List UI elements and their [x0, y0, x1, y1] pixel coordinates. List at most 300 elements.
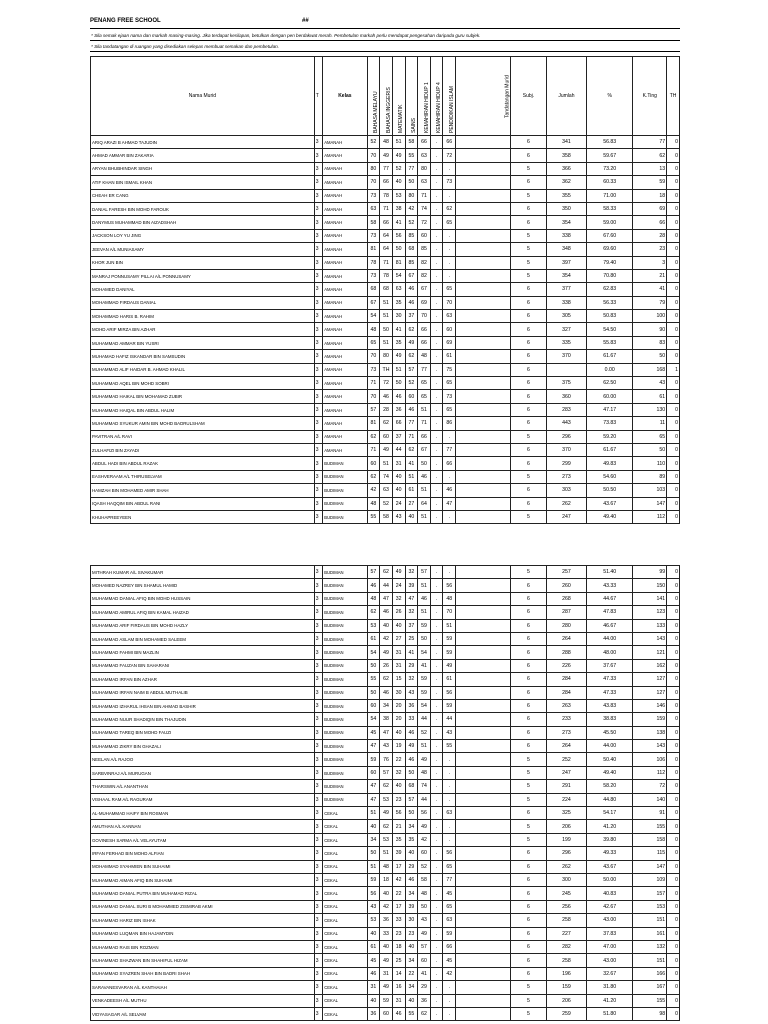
score-pendidikan-islam: 75 [443, 363, 456, 376]
student-name: PAVITRAN A/L RAVI [91, 430, 315, 443]
kelas: AMANAH [323, 269, 367, 282]
absent-count: 0 [667, 981, 680, 994]
score-pendidikan-islam: . [443, 994, 456, 1007]
percentage: 39.80 [586, 833, 632, 846]
subject-count: 5 [511, 269, 547, 282]
table-row [91, 873, 680, 886]
signature-cell [456, 940, 511, 953]
score-matematik: 41 [392, 323, 405, 336]
signature-cell [456, 296, 511, 309]
subject-count: 6 [511, 149, 547, 162]
score-bahasa-melayu: 57 [367, 403, 380, 416]
score-bahasa-inggeris: 68 [380, 283, 393, 296]
table-row [91, 417, 680, 430]
student-name: MUHAMMAD SYAZREN SHAH BIN BADRI SHAH [91, 967, 315, 980]
class-rank: 43 [633, 377, 667, 390]
score-kemahiran-hidup-1: 54 [418, 646, 431, 659]
percentage: 70.80 [586, 269, 632, 282]
score-kemahiran-hidup-1: 50 [418, 632, 431, 645]
student-name: MUHAMMAD IRFAN BIN AZHAR [91, 673, 315, 686]
score-bahasa-melayu: 45 [367, 954, 380, 967]
signature-cell [456, 162, 511, 175]
total-marks: 159 [546, 981, 586, 994]
score-pendidikan-islam: 63 [443, 807, 456, 820]
score-bahasa-inggeris: 72 [380, 377, 393, 390]
total-marks: 282 [546, 940, 586, 953]
score-matematik: 36 [392, 403, 405, 416]
header-jumlah: Jumlah [546, 57, 586, 136]
table-row [91, 1007, 680, 1020]
score-pendidikan-islam: 66 [443, 457, 456, 470]
class-rank: 115 [633, 847, 667, 860]
score-pendidikan-islam: 77 [443, 873, 456, 886]
percentage: 47.17 [586, 403, 632, 416]
absent-count: 0 [667, 740, 680, 753]
subject-count: 6 [511, 323, 547, 336]
percentage: 59.20 [586, 430, 632, 443]
table-row [91, 659, 680, 672]
subject-count: 6 [511, 954, 547, 967]
tingkatan: 3 [314, 632, 322, 645]
score-pendidikan-islam: 66 [443, 136, 456, 149]
score-kemahiran-hidup-4: . [430, 176, 443, 189]
score-matematik: 43 [392, 510, 405, 523]
score-kemahiran-hidup-1: 82 [418, 256, 431, 269]
table-row [91, 323, 680, 336]
score-sains: 52 [405, 216, 418, 229]
overflow-marker: ## [302, 18, 309, 24]
total-marks: 258 [546, 914, 586, 927]
tingkatan: 3 [314, 994, 322, 1007]
percentage: 43.00 [586, 914, 632, 927]
subject-count: 6 [511, 726, 547, 739]
score-kemahiran-hidup-1: 60 [418, 954, 431, 967]
student-name: MUHAMMAD RAIS BIN ROZMAN [91, 940, 315, 953]
student-name: MUHAMMAD IRFAN NAIM B ABDUL MUTHALIB [91, 686, 315, 699]
class-rank: 28 [633, 229, 667, 242]
signature-cell [456, 417, 511, 430]
score-matematik: 35 [392, 833, 405, 846]
class-rank: 21 [633, 269, 667, 282]
score-kemahiran-hidup-4: . [430, 390, 443, 403]
percentage: 71.00 [586, 189, 632, 202]
signature-cell [456, 403, 511, 416]
score-matematik: 40 [392, 176, 405, 189]
score-bahasa-melayu: 68 [367, 283, 380, 296]
header-nama: Nama Murid [91, 57, 315, 136]
score-bahasa-melayu: 47 [367, 740, 380, 753]
subject-count: 6 [511, 847, 547, 860]
score-matematik: 51 [392, 136, 405, 149]
score-sains: 33 [405, 713, 418, 726]
absent-count: 0 [667, 323, 680, 336]
student-name: MUHAMMAD DANIAL SURI B MOHAMMED ZISMIRAB AKMI [91, 900, 315, 913]
absent-count: 0 [667, 927, 680, 940]
score-pendidikan-islam: 65 [443, 283, 456, 296]
score-sains: 46 [405, 753, 418, 766]
class-rank: 77 [633, 136, 667, 149]
score-bahasa-inggeris: 53 [380, 793, 393, 806]
score-sains: 34 [405, 887, 418, 900]
percentage: 41.20 [586, 994, 632, 1007]
score-bahasa-inggeris: 64 [380, 243, 393, 256]
class-rank: 155 [633, 994, 667, 1007]
score-kemahiran-hidup-4: . [430, 619, 443, 632]
student-name: MUHAMMAD HAIKAL BIN MOHAMAD ZUBIR [91, 390, 315, 403]
score-pendidikan-islam: 45 [443, 887, 456, 900]
score-kemahiran-hidup-1: 85 [418, 243, 431, 256]
score-kemahiran-hidup-1: 57 [418, 566, 431, 579]
student-name: MUHAMMAD ASLAM BIN MOHAMED SALEEM [91, 632, 315, 645]
student-name: MUHAMMAD ARIF FIRDAUS BIN MOHD HAZLY [91, 619, 315, 632]
score-kemahiran-hidup-4: . [430, 417, 443, 430]
table-row [91, 296, 680, 309]
tingkatan: 3 [314, 686, 322, 699]
total-marks: 370 [546, 443, 586, 456]
score-pendidikan-islam: 86 [443, 417, 456, 430]
score-sains: 46 [405, 403, 418, 416]
score-kemahiran-hidup-1: 46 [418, 592, 431, 605]
absent-count: 0 [667, 484, 680, 497]
student-name: AL-MUHAMMAD HAIFY BIN ROSMAN [91, 807, 315, 820]
absent-count: 0 [667, 954, 680, 967]
score-matematik: 22 [392, 887, 405, 900]
score-sains: 22 [405, 967, 418, 980]
total-marks: 264 [546, 740, 586, 753]
score-bahasa-inggeris: 62 [380, 780, 393, 793]
kelas: BUDIMAN [323, 699, 367, 712]
class-rank: 146 [633, 699, 667, 712]
signature-cell [456, 699, 511, 712]
score-pendidikan-islam: 56 [443, 686, 456, 699]
absent-count: 0 [667, 390, 680, 403]
score-matematik: 30 [392, 310, 405, 323]
score-kemahiran-hidup-4: . [430, 713, 443, 726]
signature-cell [456, 256, 511, 269]
class-rank: 162 [633, 659, 667, 672]
score-bahasa-melayu: 65 [367, 336, 380, 349]
student-name: MUHAMMAD DANIAL AFIQ BIN MOHD HUSSAIN [91, 592, 315, 605]
tingkatan: 3 [314, 269, 322, 282]
table-row [91, 216, 680, 229]
percentage: 59.67 [586, 149, 632, 162]
score-kemahiran-hidup-4: . [430, 1007, 443, 1020]
score-bahasa-melayu: 59 [367, 753, 380, 766]
total-marks: 247 [546, 766, 586, 779]
absent-count: 0 [667, 229, 680, 242]
absent-count: 0 [667, 807, 680, 820]
score-pendidikan-islam: 46 [443, 484, 456, 497]
subject-count: 6 [511, 216, 547, 229]
subject-count: 6 [511, 740, 547, 753]
score-kemahiran-hidup-1: 71 [418, 417, 431, 430]
tingkatan: 3 [314, 296, 322, 309]
score-bahasa-inggeris: 53 [380, 833, 393, 846]
score-matematik: 35 [392, 296, 405, 309]
absent-count: 0 [667, 269, 680, 282]
percentage: 56.33 [586, 296, 632, 309]
student-name: ARIQ ARAZI B AHMAD TAJUDIN [91, 136, 315, 149]
score-sains: 35 [405, 833, 418, 846]
score-kemahiran-hidup-4: . [430, 954, 443, 967]
student-name: VIDYASAGAR A/L SELVAM [91, 1007, 315, 1020]
tingkatan: 3 [314, 417, 322, 430]
score-bahasa-melayu: 53 [367, 619, 380, 632]
score-bahasa-melayu: 48 [367, 323, 380, 336]
score-sains: 50 [405, 766, 418, 779]
score-sains: 52 [405, 377, 418, 390]
score-bahasa-melayu: 59 [367, 873, 380, 886]
table-row [91, 940, 680, 953]
total-marks: 287 [546, 606, 586, 619]
kelas: AMANAH [323, 377, 367, 390]
class-rank: 106 [633, 753, 667, 766]
student-name: CHEAH ER CANG [91, 189, 315, 202]
class-rank: 166 [633, 967, 667, 980]
signature-cell [456, 686, 511, 699]
signature-cell [456, 310, 511, 323]
score-bahasa-melayu: 31 [367, 981, 380, 994]
student-name: MUHAMMAD AMMAR BIN YUSRI [91, 336, 315, 349]
score-pendidikan-islam: 63 [443, 310, 456, 323]
table-row [91, 847, 680, 860]
subject-count: 6 [511, 310, 547, 323]
score-matematik: 40 [392, 726, 405, 739]
subject-count: 5 [511, 470, 547, 483]
tingkatan: 3 [314, 699, 322, 712]
percentage: 0.00 [586, 363, 632, 376]
class-rank: 50 [633, 443, 667, 456]
total-marks: 296 [546, 430, 586, 443]
subject-count: 5 [511, 256, 547, 269]
score-matematik: 81 [392, 256, 405, 269]
class-rank: 90 [633, 323, 667, 336]
score-bahasa-inggeris: 48 [380, 136, 393, 149]
score-bahasa-melayu: 61 [367, 632, 380, 645]
student-name: JACKSON LOY YU JING [91, 229, 315, 242]
table-row [91, 310, 680, 323]
absent-count: 0 [667, 310, 680, 323]
student-name: HAMZAH BIN MOHAMED AMIR SHAH [91, 484, 315, 497]
kelas: AMANAH [323, 430, 367, 443]
kelas: AMANAH [323, 202, 367, 215]
class-rank: 103 [633, 484, 667, 497]
total-marks: 325 [546, 807, 586, 820]
score-kemahiran-hidup-4: . [430, 497, 443, 510]
total-marks: 280 [546, 619, 586, 632]
score-bahasa-inggeris: 49 [380, 954, 393, 967]
class-rank: 110 [633, 457, 667, 470]
score-bahasa-inggeris: TH [380, 363, 393, 376]
student-name: ABDUL HADI BIN ABDUL RAZAK [91, 457, 315, 470]
score-bahasa-melayu: 54 [367, 713, 380, 726]
header-subjek: Subj. [511, 57, 547, 136]
absent-count: 0 [667, 417, 680, 430]
percentage: 55.83 [586, 336, 632, 349]
signature-cell [456, 847, 511, 860]
score-kemahiran-hidup-4: . [430, 136, 443, 149]
subject-count: 6 [511, 673, 547, 686]
score-bahasa-melayu: 70 [367, 176, 380, 189]
score-pendidikan-islam: 69 [443, 336, 456, 349]
score-sains: 39 [405, 579, 418, 592]
score-matematik: 39 [392, 847, 405, 860]
signature-cell [456, 860, 511, 873]
score-kemahiran-hidup-1: 48 [418, 350, 431, 363]
header-peratus: % [586, 57, 632, 136]
score-bahasa-melayu: 73 [367, 189, 380, 202]
score-kemahiran-hidup-1: 46 [418, 470, 431, 483]
signature-cell [456, 243, 511, 256]
score-kemahiran-hidup-4: . [430, 673, 443, 686]
score-sains: 49 [405, 740, 418, 753]
kelas: AMANAH [323, 149, 367, 162]
total-marks: 196 [546, 967, 586, 980]
class-rank: 130 [633, 403, 667, 416]
total-marks: 252 [546, 753, 586, 766]
tingkatan: 3 [314, 497, 322, 510]
score-bahasa-inggeris: 74 [380, 470, 393, 483]
tingkatan: 3 [314, 457, 322, 470]
score-bahasa-melayu: 73 [367, 229, 380, 242]
score-kemahiran-hidup-4: . [430, 914, 443, 927]
total-marks: 360 [546, 390, 586, 403]
tingkatan: 3 [314, 592, 322, 605]
score-matematik: 18 [392, 940, 405, 953]
score-pendidikan-islam: 62 [443, 202, 456, 215]
table-row [91, 820, 680, 833]
score-pendidikan-islam: 47 [443, 497, 456, 510]
score-matematik: 53 [392, 189, 405, 202]
score-matematik: 26 [392, 606, 405, 619]
score-sains: 30 [405, 914, 418, 927]
score-pendidikan-islam: . [443, 793, 456, 806]
score-kemahiran-hidup-4: . [430, 833, 443, 846]
score-bahasa-melayu: 48 [367, 592, 380, 605]
absent-count: 0 [667, 847, 680, 860]
score-pendidikan-islam: . [443, 430, 456, 443]
absent-count: 0 [667, 632, 680, 645]
student-name: KHOR JUN BIN [91, 256, 315, 269]
score-kemahiran-hidup-1: 60 [418, 229, 431, 242]
score-pendidikan-islam: 43 [443, 726, 456, 739]
class-rank: 72 [633, 780, 667, 793]
kelas: AMANAH [323, 243, 367, 256]
instruction-note-2: * Sila tandatangan di ruangan yang disediakan selepas membuat semakan dan pembetulan. [90, 42, 680, 52]
table-row [91, 484, 680, 497]
score-bahasa-melayu: 57 [367, 566, 380, 579]
student-name: JEEVAN A/L MUNIASAMY [91, 243, 315, 256]
class-rank: 109 [633, 873, 667, 886]
tingkatan: 3 [314, 136, 322, 149]
signature-cell [456, 497, 511, 510]
total-marks: 375 [546, 377, 586, 390]
absent-count: 0 [667, 659, 680, 672]
score-sains: 80 [405, 189, 418, 202]
subject-count: 6 [511, 659, 547, 672]
signature-cell [456, 149, 511, 162]
total-marks: 305 [546, 310, 586, 323]
absent-count: 0 [667, 686, 680, 699]
score-kemahiran-hidup-1: 49 [418, 820, 431, 833]
percentage: 50.50 [586, 484, 632, 497]
absent-count: 0 [667, 162, 680, 175]
percentage: 43.33 [586, 579, 632, 592]
student-name: MUHAMMAD AMIRUL AFIQ BIN KAMAL HAIZAD [91, 606, 315, 619]
tingkatan: 3 [314, 619, 322, 632]
total-marks: 288 [546, 646, 586, 659]
table-row [91, 833, 680, 846]
absent-count: 0 [667, 900, 680, 913]
score-bahasa-inggeris: 31 [380, 967, 393, 980]
score-kemahiran-hidup-1: 57 [418, 940, 431, 953]
score-bahasa-inggeris: 33 [380, 927, 393, 940]
table-row [91, 243, 680, 256]
score-bahasa-inggeris: 49 [380, 646, 393, 659]
score-pendidikan-islam: 66 [443, 940, 456, 953]
score-matematik: 50 [392, 243, 405, 256]
tingkatan: 3 [314, 336, 322, 349]
subject-count: 6 [511, 443, 547, 456]
score-bahasa-inggeris: 66 [380, 176, 393, 189]
score-bahasa-inggeris: 48 [380, 860, 393, 873]
total-marks: 291 [546, 780, 586, 793]
score-sains: 43 [405, 686, 418, 699]
score-matematik: 44 [392, 443, 405, 456]
score-pendidikan-islam: 45 [443, 954, 456, 967]
percentage: 50.40 [586, 753, 632, 766]
results-table-page-2 [90, 565, 680, 1021]
signature-cell [456, 283, 511, 296]
percentage: 50.83 [586, 310, 632, 323]
score-kemahiran-hidup-1: 72 [418, 216, 431, 229]
header-sains: SAINS [405, 57, 418, 136]
kelas: AMANAH [323, 162, 367, 175]
score-bahasa-inggeris: 52 [380, 497, 393, 510]
total-marks: 284 [546, 673, 586, 686]
score-bahasa-melayu: 58 [367, 216, 380, 229]
tingkatan: 3 [314, 793, 322, 806]
signature-cell [456, 377, 511, 390]
score-bahasa-inggeris: 78 [380, 189, 393, 202]
score-matematik: 14 [392, 967, 405, 980]
total-marks: 273 [546, 470, 586, 483]
score-sains: 60 [405, 390, 418, 403]
score-kemahiran-hidup-1: 59 [418, 686, 431, 699]
tingkatan: 3 [314, 847, 322, 860]
total-marks: 335 [546, 336, 586, 349]
kelas: BUDIMAN [323, 619, 367, 632]
score-kemahiran-hidup-4: . [430, 229, 443, 242]
absent-count: 0 [667, 283, 680, 296]
class-rank: 150 [633, 579, 667, 592]
header-kemahiran-hidup-1: KEMAHIRAN HIDUP 1 [418, 57, 431, 136]
percentage: 37.83 [586, 927, 632, 940]
table-row [91, 619, 680, 632]
score-matematik: 19 [392, 740, 405, 753]
table-row [91, 967, 680, 980]
percentage: 60.00 [586, 390, 632, 403]
percentage: 47.83 [586, 606, 632, 619]
tingkatan: 3 [314, 860, 322, 873]
signature-cell [456, 673, 511, 686]
score-bahasa-melayu: 62 [367, 606, 380, 619]
subject-count: 5 [511, 243, 547, 256]
score-pendidikan-islam: 61 [443, 350, 456, 363]
score-kemahiran-hidup-1: 41 [418, 967, 431, 980]
kelas: BUDIMAN [323, 646, 367, 659]
score-sains: 50 [405, 176, 418, 189]
